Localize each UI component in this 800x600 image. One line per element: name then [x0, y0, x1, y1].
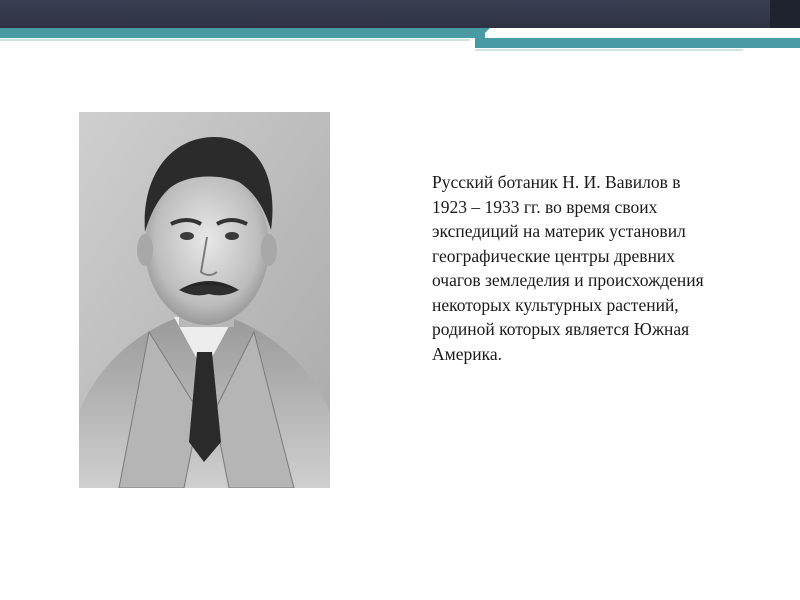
text-line: Русский ботаник Н. И. Вавилов в: [432, 172, 681, 192]
text-line: 1923 – 1933 гг. во время своих: [432, 196, 658, 217]
header-bar-end: [770, 0, 800, 28]
header-bar: [0, 0, 800, 28]
text-line: очагов земледелия и происхождения: [432, 270, 704, 290]
description-text: [432, 170, 782, 366]
text-line: родиной которых является Южная: [432, 319, 690, 339]
text-line: некоторых культурных растений,: [432, 294, 679, 315]
accent-stripe-left: [0, 28, 485, 38]
accent-line-right: [475, 49, 743, 51]
accent-stripe-right: [475, 38, 800, 48]
accent-line-left: [0, 39, 470, 41]
text-line: экспедиций на материк установил: [432, 221, 686, 241]
portrait-photo: [79, 112, 330, 488]
accent-stripe-notch: [480, 28, 490, 38]
text-line: географические центры древних: [432, 245, 676, 266]
portrait-illustration: [79, 112, 330, 488]
text-line: Америка.: [432, 343, 502, 364]
